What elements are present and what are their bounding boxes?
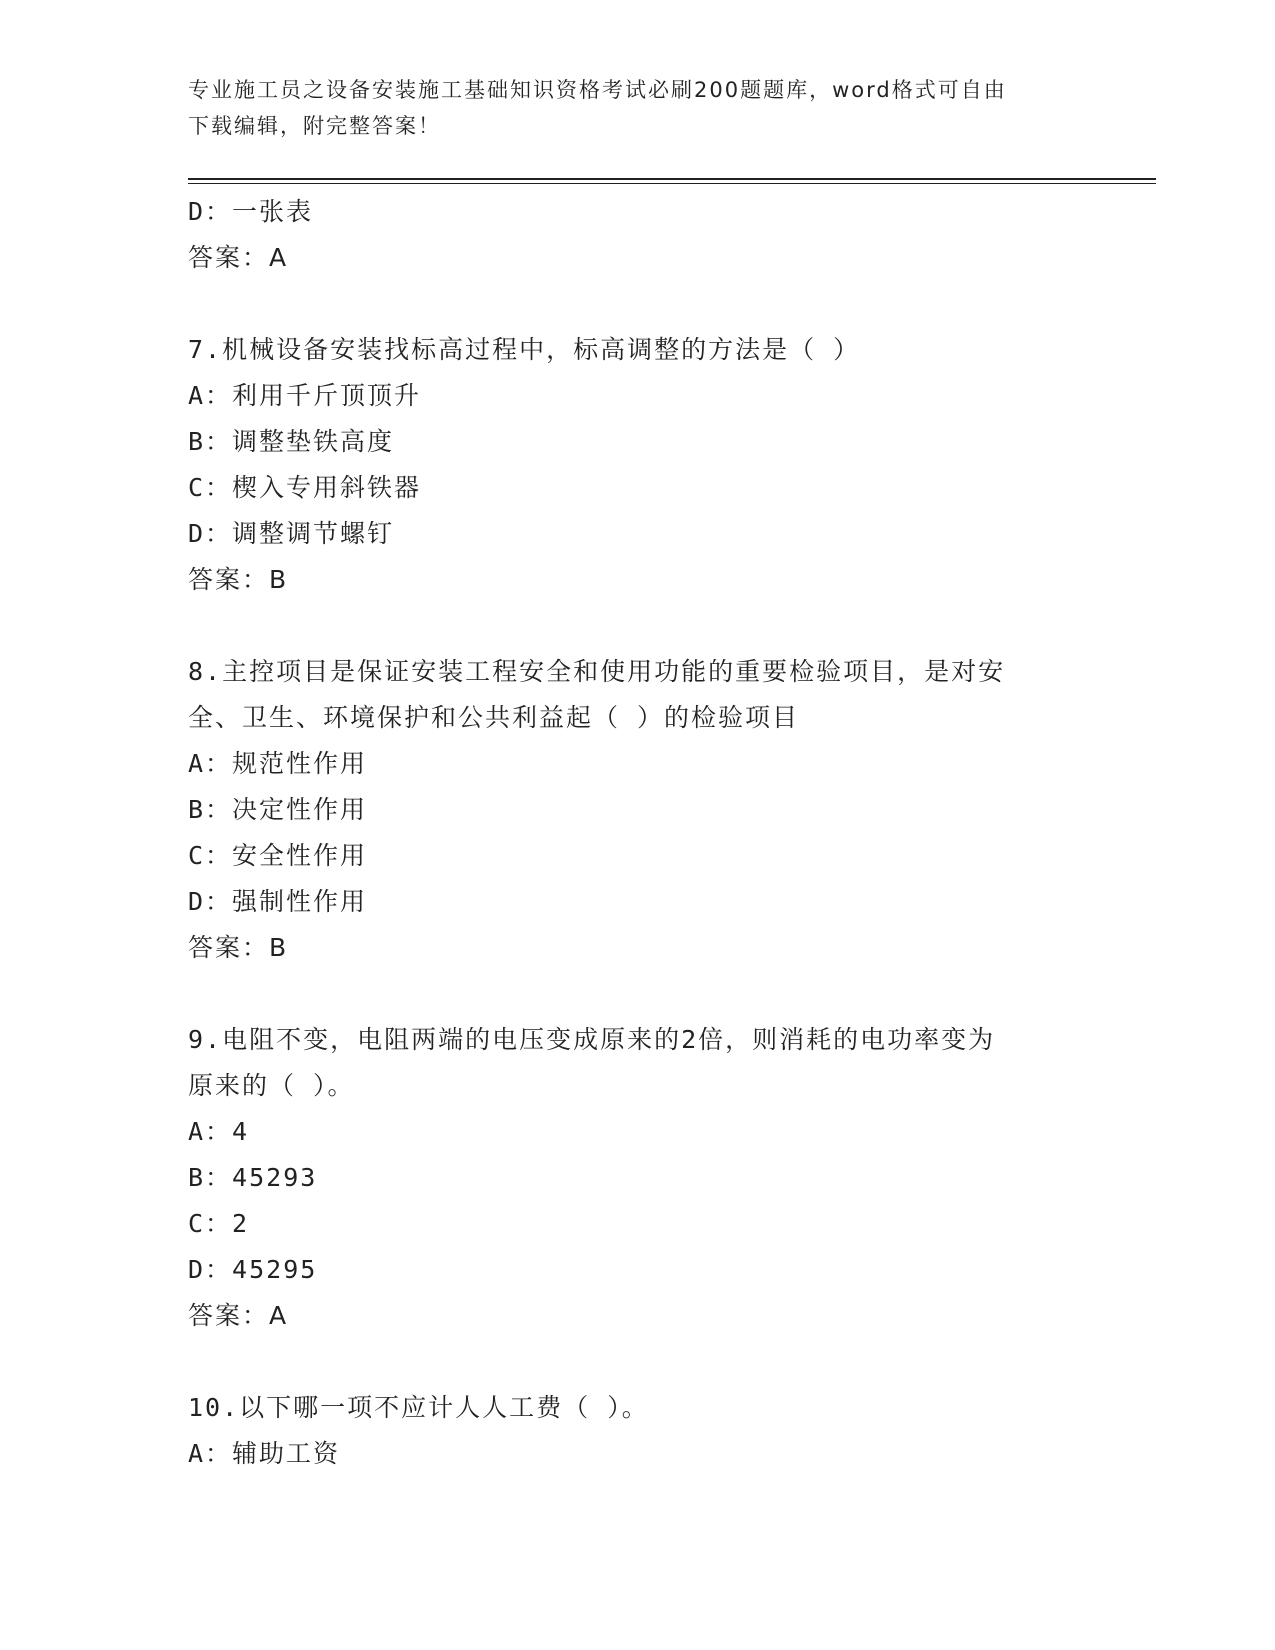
spacer [188,603,1088,649]
spacer [188,281,1088,327]
answer-line: 答案：B [188,565,289,594]
spacer [188,971,1088,1017]
question-text: 10.以下哪一项不应计人人工费（ ）。 [188,1393,649,1422]
question-text-line-2: 原来的（ ）。 [188,1071,355,1100]
question-block-10 [188,1385,1088,1477]
question-block-6 [188,189,1088,281]
option-b: B：决定性作用 [188,795,368,824]
option-a: A：辅助工资 [188,1439,341,1468]
question-text-line-1: 9.电阻不变，电阻两端的电压变成原来的2倍，则消耗的电功率变为 [188,1025,996,1054]
option-a: A：4 [188,1117,250,1146]
option-c: C：安全性作用 [188,841,368,870]
spacer [188,1339,1088,1385]
question-list [188,189,1088,1477]
answer-line: 答案：A [188,1301,289,1330]
answer-line: 答案：B [188,933,289,962]
option-c: C：楔入专用斜铁器 [188,473,422,502]
option-d: D：调整调节螺钉 [188,519,395,548]
question-text-line-2: 全、卫生、环境保护和公共利益起（ ）的检验项目 [188,703,800,732]
question-text-line-1: 8.主控项目是保证安装工程安全和使用功能的重要检验项目，是对安 [188,657,1006,686]
page-header [188,72,1088,144]
option-d: D：强制性作用 [188,887,368,916]
question-block-8 [188,649,1088,971]
header-divider-thin [188,183,1156,184]
option-b: B：45293 [188,1163,318,1192]
question-block-7 [188,327,1088,603]
header-title-line-1: 专业施工员之设备安装施工基础知识资格考试必刷200题题库，word格式可自由 [188,78,1007,102]
option-a: A：规范性作用 [188,749,368,778]
option-b: B：调整垫铁高度 [188,427,395,456]
option-c: C：2 [188,1209,250,1238]
answer-line: 答案：A [188,243,289,272]
option-d: D：一张表 [188,197,314,226]
header-title-line-2: 下载编辑，附完整答案！ [188,114,441,138]
question-block-9 [188,1017,1088,1339]
option-d: D：45295 [188,1255,318,1284]
option-a: A：利用千斤顶顶升 [188,381,422,410]
header-divider-thick [188,178,1156,180]
question-text: 7.机械设备安装找标高过程中，标高调整的方法是（ ） [188,335,861,364]
